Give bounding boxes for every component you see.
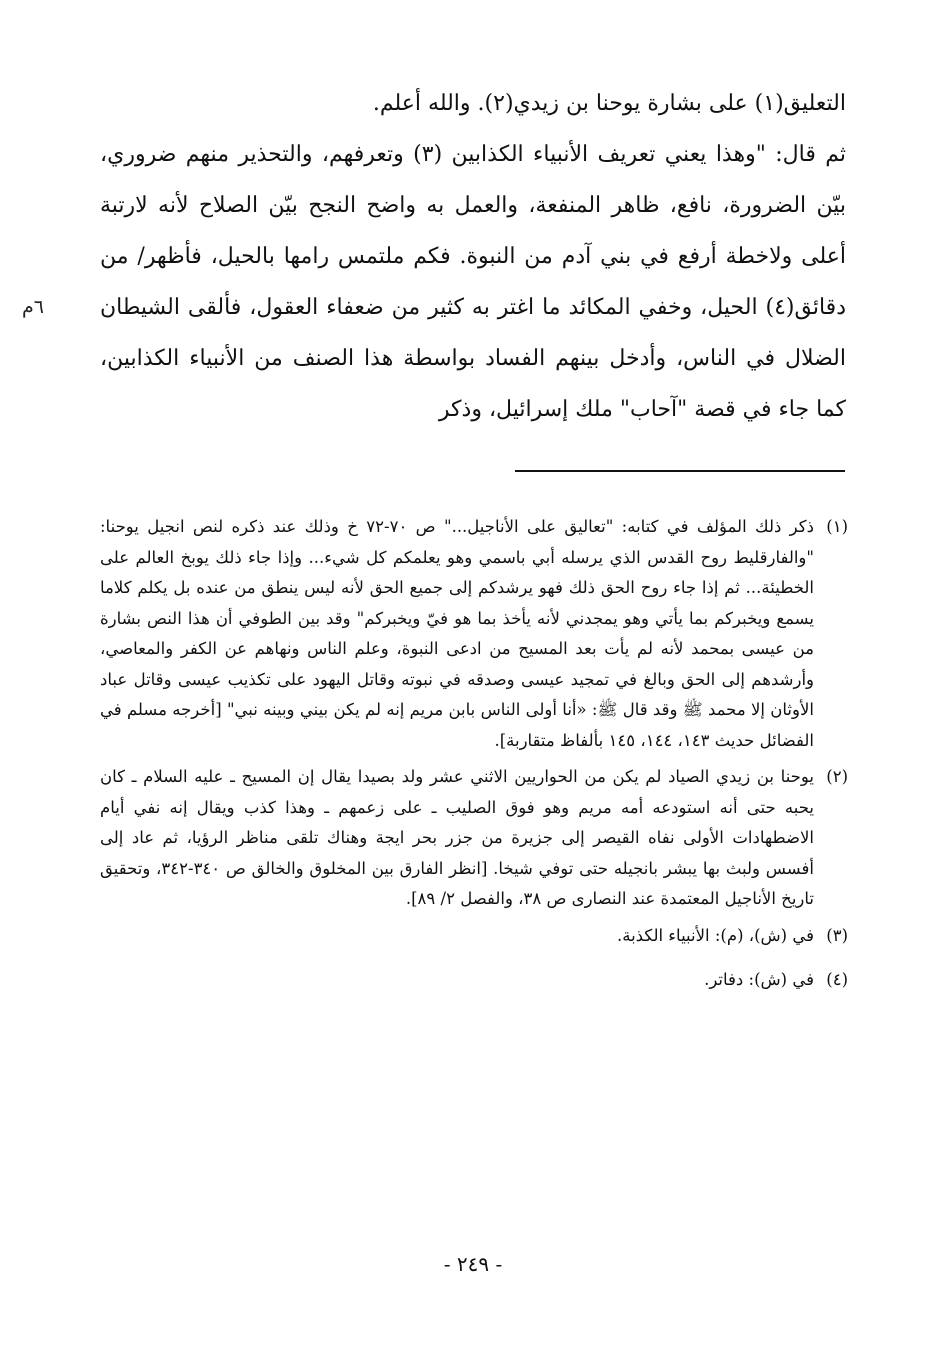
footnote-3 bbox=[100, 921, 848, 952]
manuscript-folio-note: ٦م bbox=[22, 296, 44, 318]
footnote-text: ذكر ذلك المؤلف في كتابه: "تعاليق على الأناجيل..." ص ٧٠-٧٢ خ وذلك عند ذكره لنص انجيل يوحنا: "والفارقليط روح القدس الذي يرسله أبي باسمي وهو يعلمكم كل شيء... وإذا جاء ذلك يوبخ العالم على الخطيئة... ثم إذا جاء روح الحق ذلك فهو يرشدكم إلى جميع الحق لأنه ليس ينطق من عنده بل يكلم كلاما يسمع ويخبركم بما يأتي وهو يمجدني لأنه يأخذ بما هو فيّ ويخبركم" وقد بين الطوفي أن هذا النص بشارة من عيسى بمحمد لأنه لم يأت بعد المسيح من ادعى النبوة، وعلم الناس ونهاهم عن الكفر والمعاصي، وأرشدهم إلى الحق وبالغ في تمجيد عيسى وصدقه في نبوته وقاتل اليهود على تكذيب عيسى وقاتل عباد الأوثان إلا محمد ﷺ وقد قال ﷺ: «أنا أولى الناس بابن مريم إنه لم يكن بيني وبينه نبي" [أخرجه مسلم في الفضائل حديث ١٤٣، ١٤٤، ١٤٥ بألفاظ متقاربة]. bbox=[100, 517, 814, 750]
footnote-separator bbox=[515, 470, 845, 472]
main-paragraph-1: التعليق(١) على بشارة يوحنا بن زيدي(٢). والله أعلم. bbox=[372, 91, 846, 116]
main-paragraph-2: ثم قال: "وهذا يعني تعريف الأنبياء الكذابين (٣) وتعرفهم، والتحذير منهم ضروري، بيّن الضرورة، نافع، ظاهر المنفعة، والعمل به واضح النجح بيّن الصلاح لأنه لارتبة أعلى ولاخطة أرفع في بني آدم من النبوة. فكم ملتمس رامها بالحيل، فأظهر/ من دقائق(٤) الحيل، وخفي المكائد ما اغتر به كثير من ضعفاء العقول، فألقى الشيطان الضلال في الناس، وأدخل بينهم الفساد بواسطة هذا الصنف من الأنبياء الكذابين، كما جاء في قصة "آحاب" ملك إسرائيل، وذكر bbox=[100, 142, 846, 422]
footnote-number: (٤) bbox=[826, 970, 848, 989]
main-text bbox=[100, 78, 846, 435]
footnote-1 bbox=[100, 512, 848, 756]
footnote-text: يوحنا بن زيدي الصياد لم يكن من الحواريين الاثني عشر ولد بصيدا يقال إن المسيح ـ عليه السلام ـ كان يحبه حتى أنه استودعه أمه مريم وهو فوق الصليب ـ على زعمهم ـ وهذا كذب ويقال إنه نفي أيام الاضطهادات الأولى نفاه القيصر إلى جزيرة من جزر بحر ايجة وهناك تلقى مناظر الرؤيا، ثم عاد إلى أفسس ولبث بها يبشر بانجيله حتى توفي شيخا. [انظر الفارق بين المخلوق والخالق ص ٣٤٠-٣٤٢، وتحقيق تاريخ الأناجيل المعتمدة عند النصارى ص ٣٨، والفصل ٢/ ٨٩]. bbox=[100, 767, 814, 908]
footnote-number: (١) bbox=[826, 517, 848, 536]
footnote-4 bbox=[100, 965, 848, 996]
page-number: - ٢٤٩ - bbox=[443, 1252, 503, 1276]
footnote-text: في (ش): دفاتر. bbox=[704, 970, 814, 989]
footnote-number: (٢) bbox=[826, 767, 848, 786]
footnote-2 bbox=[100, 762, 848, 915]
footnote-text: في (ش)، (م): الأنبياء الكذبة. bbox=[616, 925, 814, 945]
footnotes bbox=[100, 512, 848, 1010]
footnote-number: (٣) bbox=[826, 925, 848, 945]
